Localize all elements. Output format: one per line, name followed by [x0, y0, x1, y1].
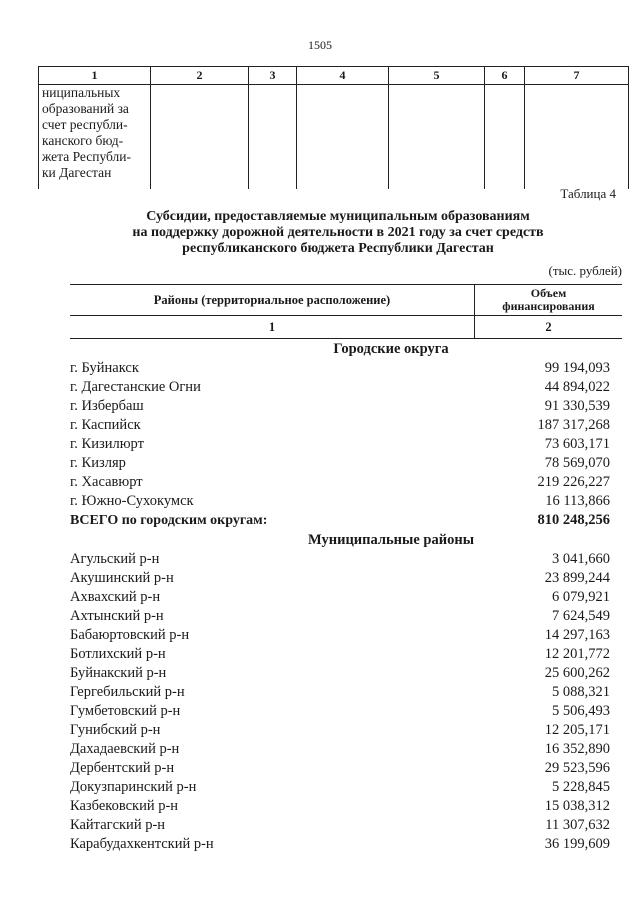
table-row [70, 683, 622, 702]
funding-value: 5 228,845 [552, 779, 610, 795]
continued-header-cell: 4 [297, 67, 389, 85]
funding-value: 5 506,493 [552, 703, 610, 719]
table-row [70, 759, 622, 778]
table-row [70, 454, 622, 473]
continued-table-header-row [39, 67, 629, 85]
section-heading-municipal-districts: Муниципальные районы [307, 532, 475, 548]
main-table-body [70, 339, 622, 854]
total-value: 810 248,256 [537, 512, 610, 528]
district-name: Кайтагский р-н [70, 817, 166, 833]
district-name: Докузпаринский р-н [70, 779, 197, 795]
district-name: г. Избербаш [70, 398, 144, 414]
table-row [70, 607, 622, 626]
table-caption: Таблица 4 [560, 186, 616, 201]
empty-cell [525, 85, 629, 190]
funding-value: 78 569,070 [544, 455, 610, 471]
page-number: 1505 [308, 38, 332, 52]
table-row [70, 378, 622, 397]
header-funding-line: финансирования [502, 299, 595, 313]
continued-table-row [39, 85, 629, 190]
continued-header-cell: 7 [525, 67, 629, 85]
funding-value: 219 226,227 [537, 474, 610, 490]
continued-header-cell: 6 [485, 67, 525, 85]
empty-cell [389, 85, 485, 190]
table-row [70, 626, 622, 645]
funding-value: 16 113,866 [545, 493, 610, 509]
header-row [70, 285, 622, 316]
continued-first-cell [39, 85, 151, 190]
total-row [70, 511, 622, 530]
table-row [70, 473, 622, 492]
district-name: г. Кизляр [70, 455, 126, 471]
funding-value: 36 199,609 [544, 836, 610, 852]
district-name: Гумбетовский р-н [70, 703, 181, 719]
funding-value: 23 899,244 [544, 570, 610, 586]
district-name: Карабудахкентский р-н [70, 836, 214, 852]
table-row [70, 797, 622, 816]
table-row [70, 569, 622, 588]
empty-cell [297, 85, 389, 190]
funding-value: 15 038,312 [544, 798, 610, 814]
funding-value: 12 201,772 [544, 646, 610, 662]
funding-value: 3 041,660 [552, 551, 610, 567]
header-funding-line: Объем [530, 286, 567, 300]
district-name: г. Хасавюрт [70, 474, 143, 490]
district-name: г. Кизилюрт [70, 436, 144, 452]
continued-header-cell: 5 [389, 67, 485, 85]
funding-value: 6 079,921 [552, 589, 610, 605]
municipal-districts-list [70, 550, 622, 854]
table-row [70, 778, 622, 797]
district-name: Буйнакский р-н [70, 665, 167, 681]
continued-table [38, 66, 629, 189]
funding-value: 44 894,022 [544, 379, 610, 395]
table-row [70, 664, 622, 683]
district-name: Агульский р-н [70, 551, 160, 567]
district-name: Бабаюртовский р-н [70, 627, 190, 643]
district-name: Казбековский р-н [70, 798, 179, 814]
district-name: Ахтынский р-н [70, 608, 164, 624]
cell-line: счет республи- [42, 117, 128, 132]
document-title [0, 209, 640, 257]
empty-cell [151, 85, 249, 190]
district-name: г. Дагестанские Огни [70, 379, 201, 395]
table-row [70, 492, 622, 511]
cell-line: жета Республи- [42, 149, 132, 164]
empty-cell [485, 85, 525, 190]
column-number: 1 [70, 316, 475, 338]
cell-line: ниципальных [42, 85, 121, 100]
district-name: Ахвахский р-н [70, 589, 161, 605]
table-row [70, 816, 622, 835]
funding-value: 16 352,890 [544, 741, 610, 757]
funding-value: 14 297,163 [544, 627, 610, 643]
funding-value: 73 603,171 [544, 436, 610, 452]
district-name: Ботлихский р-н [70, 646, 166, 662]
district-name: г. Буйнакск [70, 360, 139, 376]
table-row [70, 702, 622, 721]
table-row [70, 359, 622, 378]
funding-value: 91 330,539 [544, 398, 610, 414]
table-row [70, 835, 622, 854]
cell-line: ки Дагестан [42, 165, 112, 180]
district-name: Гергебильский р-н [70, 684, 185, 700]
main-table-header [70, 284, 622, 339]
table-row [70, 721, 622, 740]
funding-value: 187 317,268 [537, 417, 610, 433]
district-name: Гунибский р-н [70, 722, 161, 738]
table-row [70, 645, 622, 664]
header-funding [475, 285, 622, 315]
funding-value: 7 624,549 [552, 608, 610, 624]
district-name: г. Каспийск [70, 417, 141, 433]
table-row [70, 397, 622, 416]
total-label: ВСЕГО по городским округам: [70, 512, 268, 528]
title-line: республиканского бюджета Республики Дагестан [182, 241, 494, 256]
units-label: (тыс. рублей) [548, 263, 622, 278]
continued-header-cell: 3 [249, 67, 297, 85]
title-line: на поддержку дорожной деятельности в 2021 году за счет средств [132, 225, 544, 240]
table-row [70, 740, 622, 759]
funding-value: 5 088,321 [552, 684, 610, 700]
district-name: Акушинский р-н [70, 570, 174, 586]
funding-value: 99 194,093 [544, 360, 610, 376]
column-number-row [70, 316, 622, 339]
table-row [70, 435, 622, 454]
funding-value: 11 307,632 [545, 817, 610, 833]
cell-line: канского бюд- [42, 133, 124, 148]
funding-value: 12 205,171 [544, 722, 610, 738]
funding-value: 25 600,262 [544, 665, 610, 681]
column-number: 2 [545, 319, 552, 334]
district-name: Дахадаевский р-н [70, 741, 180, 757]
title-line: Субсидии, предоставляемые муниципальным образованиям [146, 209, 530, 224]
city-districts-list [70, 359, 622, 511]
empty-cell [249, 85, 297, 190]
header-districts: Районы (территориальное расположение) [70, 285, 475, 315]
table-row [70, 588, 622, 607]
continued-header-cell: 1 [39, 67, 151, 85]
district-name: Дербентский р-н [70, 760, 175, 776]
district-name: г. Южно-Сухокумск [70, 493, 194, 509]
cell-line: образований за [42, 101, 129, 116]
funding-value: 29 523,596 [544, 760, 610, 776]
section-heading-city-districts: Городские округа [333, 341, 449, 357]
table-row [70, 416, 622, 435]
continued-header-cell: 2 [151, 67, 249, 85]
table-row [70, 550, 622, 569]
